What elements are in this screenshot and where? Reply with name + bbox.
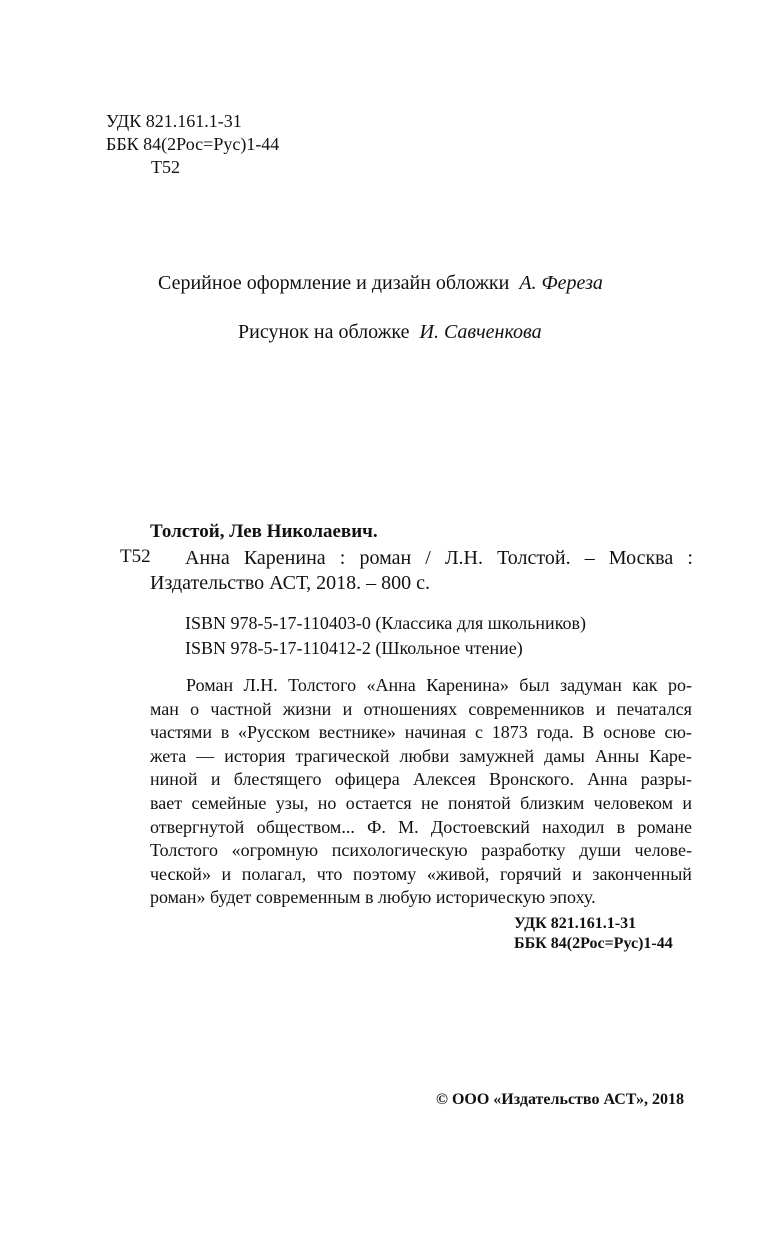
- annotation-word: психологическую: [331, 840, 468, 861]
- annotation-word: души: [579, 840, 621, 861]
- title-line-word: :: [687, 547, 693, 569]
- annotation-word: печатался: [616, 698, 692, 719]
- annotation-word: но: [317, 792, 337, 813]
- annotation-word: Алексея: [413, 769, 476, 790]
- annotation-word: понятой: [447, 792, 511, 813]
- title-line-word: –: [584, 547, 595, 569]
- annotation-word: М.: [398, 816, 419, 837]
- annotation-word: о: [190, 698, 200, 719]
- annotation-word: Достоевский: [430, 816, 530, 837]
- annotation-word: семейные: [191, 792, 267, 813]
- cover-drawing-label: Рисунок на обложке: [238, 321, 410, 343]
- series-design-name: А. Фереза: [519, 272, 603, 294]
- annotation-line: [150, 839, 692, 863]
- annotation-word: и: [210, 769, 221, 790]
- annotation-word: «живой,: [426, 863, 490, 884]
- annotation-word: года.: [536, 722, 574, 743]
- annotation-word: трагической: [295, 745, 390, 766]
- annotation-word: в: [220, 722, 230, 743]
- title-line: [185, 545, 693, 571]
- annotation-word: близким: [520, 792, 585, 813]
- annotation-word: Роман: [186, 675, 234, 695]
- isbn-line: ISBN 978-5-17-110403-0 (Классика для школьников): [185, 613, 587, 633]
- annotation-word: «Анна: [366, 675, 416, 695]
- title-line-word: Толстой.: [497, 547, 571, 569]
- annotation-word: сю-: [664, 722, 692, 743]
- annotation-word: и: [595, 698, 606, 719]
- annotation-word: Л.Н.: [243, 675, 278, 695]
- bottom-udk-code: УДК 821.161.1-31: [514, 915, 637, 932]
- annotation-word: Вронского.: [489, 769, 574, 790]
- isbn-line: ISBN 978-5-17-110412-2 (Школьное чтение): [185, 638, 523, 658]
- series-design-credit: [158, 270, 603, 296]
- annotation-word: отвергнутой: [150, 816, 245, 837]
- annotation-word: офицера: [334, 769, 400, 790]
- annotation-line: [150, 768, 692, 792]
- annotation-word: основе: [603, 722, 656, 743]
- annotation-word: и: [342, 698, 353, 719]
- annotation-line: роман» будет современным в любую историческую эпоху.: [150, 887, 596, 908]
- title-line-word: Каренина: [243, 547, 326, 569]
- annotation-line: [150, 863, 692, 887]
- annotation-word: что: [316, 863, 343, 884]
- annotation-word: отношениях: [363, 698, 458, 719]
- annotation-word: не: [420, 792, 439, 813]
- annotation-word: полагал,: [241, 863, 307, 884]
- annotation-word: поэтому: [352, 863, 417, 884]
- annotation-paragraph: [150, 674, 692, 910]
- annotation-word: остается: [345, 792, 412, 813]
- annotation-line: [150, 674, 692, 698]
- annotation-word: Каре-: [649, 745, 692, 766]
- annotation-word: человеком: [593, 792, 673, 813]
- annotation-line: [150, 721, 692, 745]
- annotation-word: частной: [210, 698, 272, 719]
- annotation-word: Анна: [587, 769, 628, 790]
- annotation-word: с: [475, 722, 483, 743]
- annotation-word: находил: [542, 816, 605, 837]
- annotation-word: ман: [150, 698, 179, 719]
- annotation-word: как: [632, 675, 658, 695]
- annotation-word: дамы: [544, 745, 585, 766]
- annotation-word: история: [224, 745, 286, 766]
- annotation-word: узы,: [275, 792, 309, 813]
- annotation-word: ниной: [150, 769, 198, 790]
- annotation-word: замужней: [459, 745, 535, 766]
- cover-drawing-credit: [238, 319, 542, 345]
- annotation-word: был: [519, 675, 550, 695]
- title-line-word: :: [339, 547, 346, 569]
- annotation-word: и: [682, 792, 692, 813]
- author-mark: Т52: [151, 157, 180, 177]
- annotation-word: законченный: [592, 863, 692, 884]
- annotation-word: Каренина»: [426, 675, 509, 695]
- annotation-line: [150, 816, 692, 840]
- annotation-word: и: [221, 863, 232, 884]
- annotation-word: «Русском: [238, 722, 310, 743]
- annotation-word: и: [572, 863, 582, 884]
- annotation-word: ро-: [667, 675, 692, 695]
- udk-code: УДК 821.161.1-31: [106, 111, 242, 131]
- annotation-word: вает: [150, 792, 183, 813]
- annotation-word: горячий: [499, 863, 562, 884]
- annotation-word: вестнике»: [318, 722, 396, 743]
- title-line-word: Анна: [185, 547, 230, 569]
- bottom-bbk-code: ББК 84(2Рос=Рус)1-44: [514, 935, 673, 952]
- annotation-word: ческой»: [150, 863, 211, 884]
- title-line-word: Москва: [608, 547, 674, 569]
- author-heading: Толстой, Лев Николаевич.: [150, 521, 378, 542]
- annotation-word: Ф.: [367, 816, 386, 837]
- annotation-word: Толстого: [288, 675, 357, 695]
- title-line-word: Л.Н.: [444, 547, 483, 569]
- bbk-code: ББК 84(2Рос=Рус)1-44: [106, 134, 280, 154]
- annotation-line: [150, 792, 692, 816]
- annotation-word: в: [616, 816, 626, 837]
- annotation-line: [150, 698, 692, 722]
- annotation-word: частями: [150, 722, 212, 743]
- annotation-word: жета: [150, 745, 187, 766]
- annotation-word: обществом...: [256, 816, 355, 837]
- cover-drawing-name: И. Савченкова: [419, 321, 542, 343]
- copyright-notice: © ООО «Издательство АСТ», 2018: [436, 1091, 685, 1108]
- annotation-line: [150, 745, 692, 769]
- annotation-word: Толстого: [150, 840, 218, 861]
- annotation-word: разры-: [640, 769, 692, 790]
- annotation-word: начиная: [404, 722, 467, 743]
- annotation-word: любви: [399, 745, 450, 766]
- publisher-line: Издательство АСТ, 2018. – 800 с.: [150, 572, 431, 594]
- annotation-word: «огромную: [231, 840, 319, 861]
- annotation-word: задуман: [559, 675, 622, 695]
- annotation-word: романе: [637, 816, 692, 837]
- annotation-word: блестящего: [233, 769, 322, 790]
- title-line-word: /: [425, 547, 431, 569]
- annotation-word: 1873: [491, 722, 528, 743]
- annotation-word: челове-: [634, 840, 692, 861]
- record-author-mark: Т52: [120, 546, 151, 567]
- annotation-word: разработку: [481, 840, 566, 861]
- annotation-word: В: [582, 722, 595, 743]
- annotation-word: современников: [468, 698, 585, 719]
- series-design-label: Серийное оформление и дизайн обложки: [158, 272, 510, 294]
- title-line-word: роман: [359, 547, 412, 569]
- annotation-word: —: [196, 745, 215, 766]
- annotation-word: жизни: [282, 698, 332, 719]
- annotation-word: Анны: [594, 745, 640, 766]
